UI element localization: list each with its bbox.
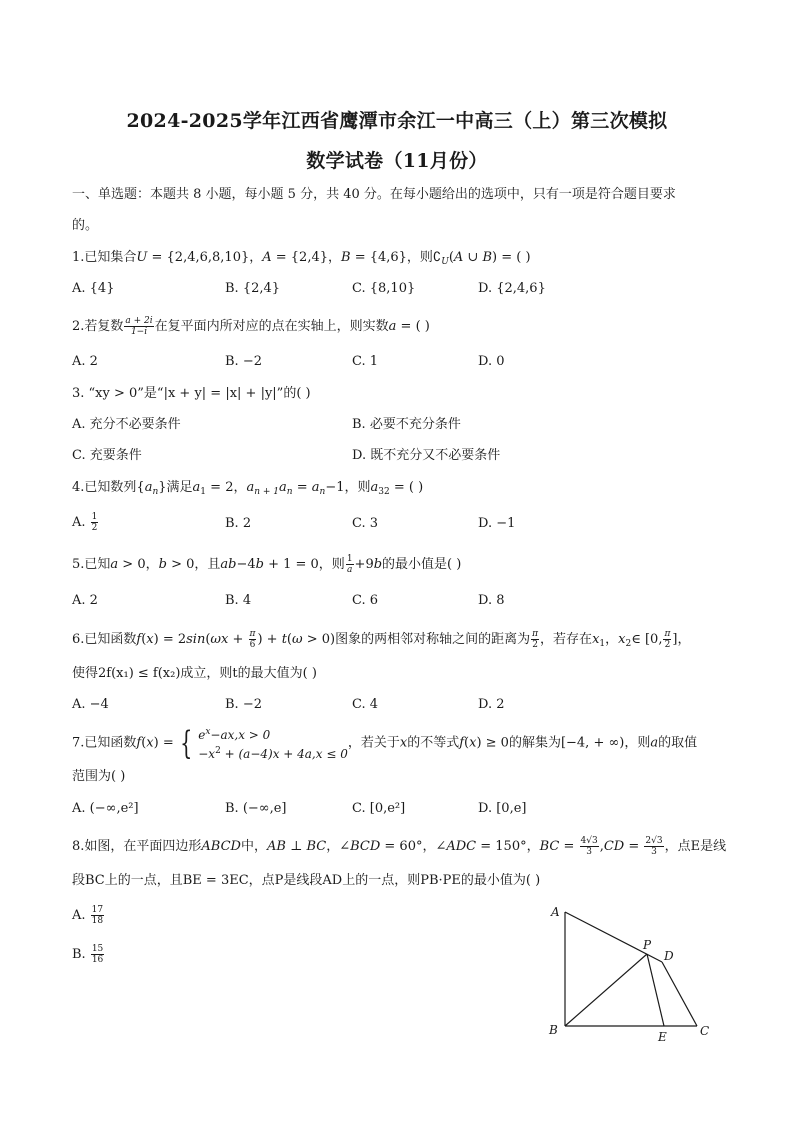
q3-option-b[interactable]: B. 必要不充分条件 [352,417,461,432]
label-c: C [700,1024,710,1038]
q4-option-c[interactable]: C. 3 [352,516,379,531]
label-b: B [549,1023,558,1037]
q3-option-c[interactable]: C. 充要条件 [72,448,142,463]
page-title-line1: 2024-2025学年江西省鹰潭市余江一中高三（上）第三次模拟 [126,110,668,132]
q4-option-d[interactable]: D. −1 [478,516,516,531]
q5-option-a[interactable]: A. 2 [72,593,98,608]
question-1: 1.已知集合U = {2,4,6,8,10}，A = {2,4}，B = {4,6}，则$∁_U(A$ ∪ B) = ( ) [72,250,531,267]
q6-prefix: 6.已知函数 [72,632,137,647]
question-8: 8.如图，在平面四边形ABCD中，AB ⊥ BC，∠BCD = 60°，∠ADC = 150°，BC = $\frac{4√3}{3}$ ,CD = $\frac{2√3}{3}$ ，点E是线 [72,836,727,857]
q2-option-d[interactable]: D. 0 [478,354,505,369]
q2-prefix: 2.若复数 [72,319,124,334]
q4-option-a[interactable]: A. $\frac{1}{2}$ [72,512,98,533]
q5-option-d[interactable]: D. 8 [478,593,505,608]
q8-line1-tail: ，点E是线 [664,839,727,854]
q6-option-d[interactable]: D. 2 [478,697,505,712]
q2-option-a[interactable]: A. 2 [72,354,98,369]
geometry-figure [540,900,740,1050]
label-a: A [551,905,560,919]
question-8-cont: 段BC上的一点，且BE = 3EC，点P是线段AD上的一点，则PB·PE的最小值为( ) [72,873,541,888]
q3-option-d[interactable]: D. 既不充分又不必要条件 [352,448,501,463]
q7-option-b[interactable]: B. (−∞,e] [225,801,287,816]
q5-prefix: 5.已知 [72,557,111,572]
q6-option-b[interactable]: B. −2 [225,697,262,712]
q4-prefix: 4.已知数列 [72,480,137,495]
q2-option-c[interactable]: C. 1 [352,354,379,369]
question-6: 6.已知函数f(x) = 2sin(ωx + $\frac{\pi}{6}$ ) + t(ω > 0)图象的两相邻对称轴之间的距离为 $\frac{\pi}{2}$ ，若存在$x_1$，$x_2\in$ [0, $\frac{\pi}{2}$ ]， [72,629,691,650]
q6-option-c[interactable]: C. 4 [352,697,379,712]
question-6-cont: 使得2f(x₁) ≤ f(x₂)成立，则t的最大值为( ) [72,666,317,681]
question-3: 3. “xy > 0”是“|x + y| = |x| + |y|”的( ) [72,386,311,401]
q7-option-d[interactable]: D. [0,e] [478,801,527,816]
q8-option-b[interactable]: B. $\frac{15}{16}$ [72,944,104,965]
segment-cd [662,962,697,1026]
label-p: P [643,938,652,952]
question-7-cont: 范围为( ) [72,769,126,784]
q5-option-b[interactable]: B. 4 [225,593,252,608]
question-7: 7.已知函数f(x) = { $e^x-ax,x > 0$ $-x^2 + (a-4)x + 4a,x \le 0$ ，若关于x的不等式f(x) ≥ 0的解集为[−4, + ∞)，则a的取值 [72,724,698,762]
q2-mid: 在复平面内所对应的点在实轴上，则实数 [154,319,389,334]
page-title-line2: 数学试卷（11月份） [306,150,488,172]
question-4: 4.已知数列$\{a_n\}$满足$a_1 = 2$，$a_{n + 1}a_n = a_n-1$，则$a_{32}$ = ( ) [72,480,424,497]
q1-option-c[interactable]: C. {8,10} [352,281,416,296]
label-d: D [664,949,674,963]
q7-option-a[interactable]: A. (−∞,e²] [72,801,139,816]
q1-option-d[interactable]: D. {2,4,6} [478,281,546,296]
label-e: E [658,1030,667,1044]
q1-option-b[interactable]: B. {2,4} [225,281,281,296]
section-instructions: 一、单选题：本题共 8 小题，每小题 5 分，共 40 分。在每小题给出的选项中，只有一项是符合题目要求 [72,187,676,202]
section-instructions-cont: 的。 [72,218,99,233]
q1-prefix: 1.已知集合 [72,250,137,265]
q2-option-b[interactable]: B. −2 [225,354,262,369]
segment-pe [647,954,664,1026]
q6-option-a[interactable]: A. −4 [72,697,109,712]
q7-prefix: 7.已知函数 [72,735,137,751]
question-5: 5.已知a > 0，b > 0，且ab−4b + 1 = 0，则 $\frac{1}{a}$ +9b的最小值是( ) [72,554,462,575]
q5-option-c[interactable]: C. 6 [352,593,379,608]
q4-option-b[interactable]: B. 2 [225,516,252,531]
q8-option-a[interactable]: A. $\frac{17}{18}$ [72,905,104,926]
question-2: 2.若复数 $\frac{a + 2i}{1-i}$ 在复平面内所对应的点在实轴上，则实数a = ( ) [72,316,430,337]
q1-option-a[interactable]: A. {4} [72,281,115,296]
q7-option-c[interactable]: C. [0,e²] [352,801,406,816]
segment-pb [565,954,647,1026]
q3-option-a[interactable]: A. 充分不必要条件 [72,417,181,432]
